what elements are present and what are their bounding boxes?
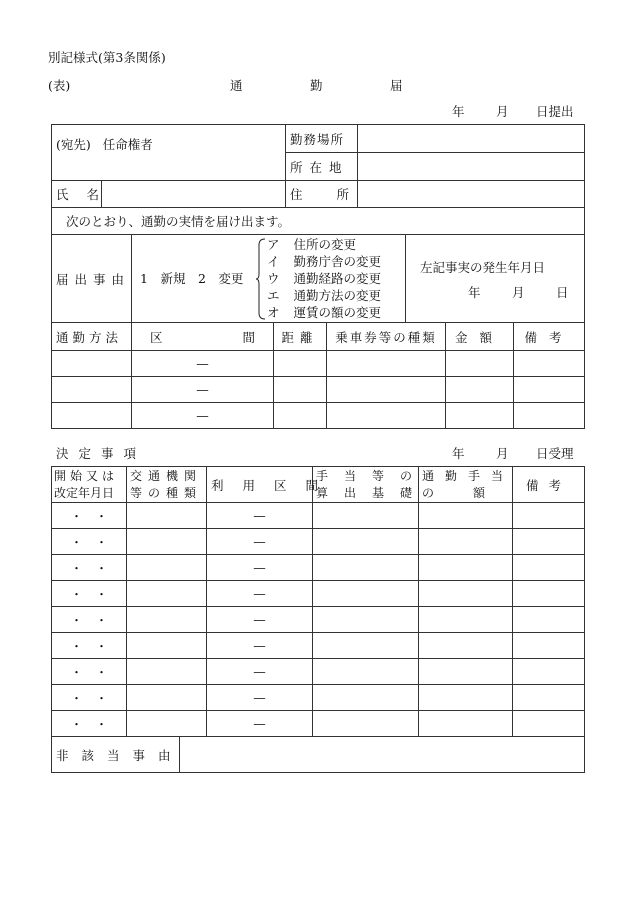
table-row: [52, 711, 585, 737]
basis-cell[interactable]: [313, 659, 419, 685]
remarks-cell[interactable]: [513, 633, 585, 659]
occurrence-label: 左記事実の発生年月日: [420, 260, 546, 275]
side-label: (表): [48, 78, 71, 93]
date-cell[interactable]: ・ ・: [52, 711, 127, 737]
workplace-label: 勤務場所: [286, 125, 358, 153]
allowance-cell[interactable]: [419, 633, 513, 659]
method-cell[interactable]: [52, 351, 132, 377]
occurrence-cell: [406, 235, 585, 323]
allowance-cell[interactable]: [419, 607, 513, 633]
ticket-cell[interactable]: [327, 351, 446, 377]
change-item-u[interactable]: ウ 通勤経路の変更: [267, 271, 382, 286]
allowance-cell[interactable]: [419, 529, 513, 555]
basis-cell[interactable]: [313, 607, 419, 633]
date-cell[interactable]: ・ ・: [52, 633, 127, 659]
table-row: [52, 607, 585, 633]
distance-cell[interactable]: [274, 377, 327, 403]
change-item-a[interactable]: ア 住所の変更: [267, 237, 357, 252]
remarks-cell[interactable]: [513, 659, 585, 685]
allowance-cell[interactable]: [419, 685, 513, 711]
addressee-label: (宛先): [56, 137, 91, 152]
remarks-cell[interactable]: [513, 685, 585, 711]
header-start-date: 開始又は 改定年月日: [52, 467, 127, 503]
name-field[interactable]: [102, 181, 286, 208]
date-cell[interactable]: ・ ・: [52, 659, 127, 685]
table-row: [52, 581, 585, 607]
form-label: 別記様式(第3条関係): [48, 50, 166, 65]
basis-cell[interactable]: [313, 685, 419, 711]
occurrence-month: 月: [512, 285, 525, 300]
occurrence-year: 年: [468, 285, 481, 300]
table-row: [52, 529, 585, 555]
transport-cell[interactable]: [127, 659, 207, 685]
date-cell[interactable]: ・ ・: [52, 555, 127, 581]
allowance-cell[interactable]: [419, 711, 513, 737]
name-label: 氏名: [52, 181, 102, 208]
change-item-e[interactable]: エ 通勤方法の変更: [267, 288, 382, 303]
title-char-2: 勤: [310, 78, 323, 93]
transport-cell[interactable]: [127, 581, 207, 607]
ticket-cell[interactable]: [327, 403, 446, 429]
remarks-cell[interactable]: [514, 351, 585, 377]
submit-day: 日提出: [536, 104, 574, 119]
basis-cell[interactable]: [313, 529, 419, 555]
received-year: 年: [452, 446, 465, 461]
distance-cell[interactable]: [274, 351, 327, 377]
declaration: 次のとおり、通勤の実情を届け出ます。: [52, 208, 585, 235]
allowance-cell[interactable]: [419, 503, 513, 529]
header-distance: 距離: [274, 323, 327, 351]
date-cell[interactable]: ・ ・: [52, 685, 127, 711]
non-applicable-label: 非該当事由: [52, 737, 180, 773]
route-cell[interactable]: —: [207, 581, 313, 607]
addressee-cell: [52, 125, 286, 181]
transport-cell[interactable]: [127, 503, 207, 529]
table-row: [52, 377, 585, 403]
transport-cell[interactable]: [127, 711, 207, 737]
title-char-1: 通: [230, 78, 243, 93]
table-row: [52, 685, 585, 711]
route-cell[interactable]: —: [207, 685, 313, 711]
route-cell[interactable]: —: [207, 529, 313, 555]
basis-cell[interactable]: [313, 633, 419, 659]
submit-year: 年: [452, 104, 465, 119]
remarks-cell[interactable]: [514, 403, 585, 429]
route-cell[interactable]: —: [207, 503, 313, 529]
remarks-cell[interactable]: [513, 581, 585, 607]
section-cell[interactable]: —: [132, 351, 274, 377]
header-transport: 交通機関 等の種類: [127, 467, 207, 503]
table-row: [52, 659, 585, 685]
occurrence-day: 日: [556, 285, 569, 300]
reason-options: 1 新規 2 変更: [140, 271, 244, 286]
header-allowance: 通勤手当 の 額: [419, 467, 513, 503]
transport-cell[interactable]: [127, 529, 207, 555]
remarks-cell[interactable]: [513, 555, 585, 581]
section-cell[interactable]: —: [132, 403, 274, 429]
table-row: [52, 403, 585, 429]
transport-cell[interactable]: [127, 607, 207, 633]
submit-month: 月: [496, 104, 509, 119]
basis-cell[interactable]: [313, 711, 419, 737]
ticket-cell[interactable]: [327, 377, 446, 403]
received-month: 月: [496, 446, 509, 461]
table-row: [52, 633, 585, 659]
allowance-cell[interactable]: [419, 581, 513, 607]
header-section: 区 間: [132, 323, 274, 351]
workplace-field[interactable]: [358, 125, 585, 153]
remarks-cell[interactable]: [513, 529, 585, 555]
distance-cell[interactable]: [274, 403, 327, 429]
section-cell[interactable]: —: [132, 377, 274, 403]
route-cell[interactable]: —: [207, 711, 313, 737]
amount-cell[interactable]: [446, 403, 514, 429]
date-cell[interactable]: ・ ・: [52, 529, 127, 555]
table-row: [52, 503, 585, 529]
remarks-cell[interactable]: [513, 503, 585, 529]
remarks-cell[interactable]: [513, 607, 585, 633]
title-char-3: 届: [390, 78, 403, 93]
method-cell[interactable]: [52, 377, 132, 403]
amount-cell[interactable]: [446, 377, 514, 403]
header-remarks: 備考: [514, 323, 585, 351]
header-basis: 手当等の 算出基礎: [313, 467, 419, 503]
route-cell[interactable]: —: [207, 633, 313, 659]
basis-cell[interactable]: [313, 555, 419, 581]
basis-cell[interactable]: [313, 503, 419, 529]
applicant-table: [51, 124, 585, 235]
header-route: 利用区間: [207, 467, 313, 503]
remarks-cell[interactable]: [514, 377, 585, 403]
received-day: 日受理: [536, 446, 574, 461]
date-cell[interactable]: ・ ・: [52, 607, 127, 633]
remarks-cell[interactable]: [513, 711, 585, 737]
commute-table: [51, 322, 585, 429]
non-applicable-field[interactable]: [180, 737, 585, 773]
route-cell[interactable]: —: [207, 607, 313, 633]
reason-table: [51, 234, 585, 323]
table-row: [52, 555, 585, 581]
change-item-i[interactable]: イ 勤務庁舎の変更: [267, 254, 382, 269]
header-ticket: 乗車券等の種類: [327, 323, 446, 351]
transport-cell[interactable]: [127, 685, 207, 711]
brace-icon: [256, 238, 266, 320]
location-field[interactable]: [358, 153, 585, 181]
transport-cell[interactable]: [127, 633, 207, 659]
addressee-value: 任命権者: [102, 137, 153, 152]
date-cell[interactable]: ・ ・: [52, 503, 127, 529]
route-cell[interactable]: —: [207, 555, 313, 581]
amount-cell[interactable]: [446, 351, 514, 377]
reason-label: 届出事由: [52, 235, 132, 323]
address-label: 住所: [286, 181, 358, 208]
allowance-cell[interactable]: [419, 555, 513, 581]
transport-cell[interactable]: [127, 555, 207, 581]
decision-title: 決定事項: [56, 446, 147, 461]
reason-options-cell: [132, 235, 406, 323]
change-item-o[interactable]: オ 運賃の額の変更: [267, 305, 382, 320]
table-row: [52, 351, 585, 377]
method-cell[interactable]: [52, 403, 132, 429]
allowance-cell[interactable]: [419, 659, 513, 685]
header-decision-remarks: 備考: [513, 467, 585, 503]
header-method: 通勤方法: [52, 323, 132, 351]
location-label: 所在地: [286, 153, 358, 181]
address-field[interactable]: [358, 181, 585, 208]
decision-table: [51, 466, 585, 737]
non-applicable-table: [51, 736, 585, 773]
header-amount: 金額: [446, 323, 514, 351]
route-cell[interactable]: —: [207, 659, 313, 685]
date-cell[interactable]: ・ ・: [52, 581, 127, 607]
basis-cell[interactable]: [313, 581, 419, 607]
